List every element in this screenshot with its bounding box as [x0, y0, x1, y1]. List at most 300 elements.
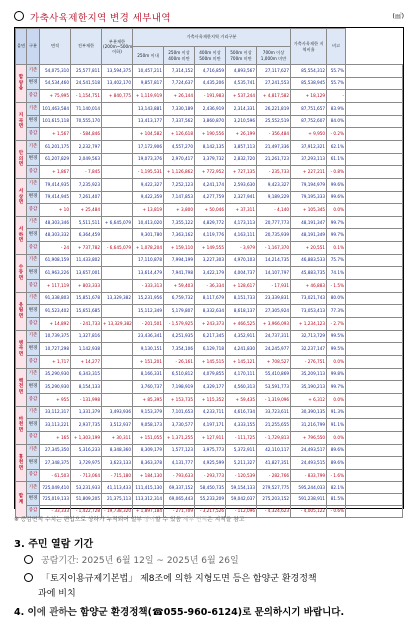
kind-cell: 증감 [27, 355, 40, 368]
value-cell: 4,119,776 [195, 229, 226, 242]
value-cell: 55,233,209 [195, 494, 226, 506]
value-cell: + 20,551 [291, 242, 327, 255]
table-row [16, 115, 403, 128]
table-row [16, 254, 403, 267]
value-cell: + 10 [40, 204, 71, 217]
value-cell: - 1,579,925 [164, 318, 195, 331]
value-cell: 91,523,402 [40, 305, 71, 318]
value-cell: 15,112,349 [133, 305, 164, 318]
kind-cell: 기존 [27, 178, 40, 191]
value-cell: - 33,333 [40, 505, 71, 517]
value-cell: + 1,717 [40, 355, 71, 368]
value-cell: 54,534,460 [40, 77, 71, 90]
value-cell: 5,211,327 [226, 457, 257, 470]
value-cell [102, 102, 133, 115]
value-cell: + 126,618 [164, 128, 195, 141]
value-cell: - 293,773 [195, 469, 226, 482]
value-cell: - 131,998 [71, 393, 102, 406]
value-cell: 3,512,937 [102, 419, 133, 432]
value-cell: 2,593,630 [226, 178, 257, 191]
region-cell: 안의면 [16, 140, 27, 178]
table-row [16, 204, 403, 217]
value-cell: 3,760,737 [133, 381, 164, 394]
value-cell: 7,235,923 [71, 178, 102, 191]
kind-cell: 기존 [27, 482, 40, 494]
note-cell [346, 419, 403, 432]
value-cell: + 772,952 [195, 166, 226, 179]
value-cell: + 1,897,184 [133, 505, 164, 517]
value-cell: 13,413,177 [133, 115, 164, 128]
value-cell [102, 128, 133, 141]
value-cell: 48,191,349 [291, 229, 327, 242]
value-cell: 24,737,311 [257, 330, 291, 343]
note-cell [346, 318, 403, 331]
value-cell: 4,716,859 [195, 65, 226, 78]
kind-cell: 기존 [27, 254, 40, 267]
value-cell: 6,510,812 [164, 368, 195, 381]
document-title-row [14, 10, 404, 24]
value-cell: 37,912,321 [291, 140, 327, 153]
table-row [16, 343, 403, 356]
value-cell [102, 153, 133, 166]
value-cell [102, 343, 133, 356]
value-cell: + 149,555 [195, 242, 226, 255]
value-cell: 3,975,773 [195, 444, 226, 457]
ratio-cell: - 0.6% [327, 505, 346, 517]
value-cell: 87,751,657 [291, 102, 327, 115]
value-cell: 4,241,830 [226, 343, 257, 356]
kind-cell: 변경 [27, 229, 40, 242]
value-cell: 53,591,773 [257, 381, 291, 394]
value-cell: 8,618,137 [226, 305, 257, 318]
footnote-blur-1: 상이 [143, 517, 155, 523]
region-cell: 병곡면 [16, 330, 27, 368]
value-cell: 54,075,310 [40, 65, 71, 78]
ratio-cell: 99.5% [327, 343, 346, 356]
kind-cell: 기존 [27, 406, 40, 419]
value-cell: + 13,329,382 [102, 318, 133, 331]
value-cell: 2,232,797 [71, 140, 102, 153]
value-cell: + 708,527 [257, 355, 291, 368]
kind-cell: 증감 [27, 469, 40, 482]
value-cell: 58,450,735 [195, 482, 226, 494]
value-cell: 31,216,799 [291, 419, 327, 432]
value-cell: 2,937,735 [71, 419, 102, 432]
value-cell: 7,198,919 [164, 381, 195, 394]
kind-cell: 기존 [27, 292, 40, 305]
ratio-cell: 0.0% [327, 431, 346, 444]
kind-cell: 기존 [27, 330, 40, 343]
value-cell: 7,147,853 [164, 191, 195, 204]
value-cell: + 9,950 [291, 128, 327, 141]
ratio-cell: 83.9% [327, 102, 346, 115]
region-cell: 서하면 [16, 216, 27, 254]
ratio-cell: - 0.2% [327, 128, 346, 141]
value-cell: - 201,501 [133, 318, 164, 331]
value-cell: + 727,135 [226, 166, 257, 179]
header-limit-all: 전부제한 [71, 29, 102, 65]
table-row [16, 216, 403, 229]
value-cell: - 235,733 [257, 166, 291, 179]
footnote-text: ※ 증감면적 수치는 편입으로 상하가 누적되어 일부 [14, 517, 144, 523]
value-cell: + 128,617 [226, 280, 257, 293]
header-note: 비고 [327, 29, 346, 65]
value-cell: - 833,799 [291, 469, 327, 482]
note-cell [346, 457, 403, 470]
value-cell: 4,004,737 [226, 267, 257, 280]
value-cell: 4,893,567 [226, 65, 257, 78]
bullet-period-text: 공람기간: 2025년 6월 12일 ~ 2025년 6월 26일 [41, 556, 239, 566]
ratio-cell: 77.3% [327, 305, 346, 318]
value-cell: 7,724,637 [164, 77, 195, 90]
table-row [16, 292, 403, 305]
value-cell: 91,338,803 [40, 292, 71, 305]
value-cell [102, 267, 133, 280]
kind-cell: 기존 [27, 65, 40, 78]
value-cell: 17,110,878 [133, 254, 164, 267]
value-cell [102, 393, 133, 406]
value-cell: - 1,422,728 [71, 505, 102, 517]
ratio-cell: 0.0% [327, 355, 346, 368]
value-cell: 4,329,177 [195, 381, 226, 394]
value-cell: + 59,435 [226, 393, 257, 406]
value-cell: 25,552,519 [257, 115, 291, 128]
ratio-cell: 61.1% [327, 153, 346, 166]
ratio-cell: 80.0% [327, 292, 346, 305]
value-cell: 35,209,113 [291, 368, 327, 381]
value-cell: 4,197,171 [195, 419, 226, 432]
value-cell: 9,153,379 [133, 406, 164, 419]
value-cell: 4,535,741 [226, 77, 257, 90]
note-cell [346, 102, 403, 115]
kind-cell: 증감 [27, 204, 40, 217]
section-3-title: 3. 주민 열람 기간 [14, 539, 94, 550]
value-cell: 14,107,797 [257, 267, 291, 280]
footnote-end: 은 지적을 참고 [207, 517, 245, 523]
value-cell: 19,073,376 [133, 153, 164, 166]
value-cell: + 37,311 [226, 204, 257, 217]
header-d250-400: 250m 이상 400m 미만 [164, 47, 195, 65]
value-cell: + 104,582 [133, 128, 164, 141]
value-cell: 3,210,596 [226, 115, 257, 128]
value-cell: 10,413,020 [133, 216, 164, 229]
table-row [16, 457, 403, 470]
note-cell [346, 242, 403, 255]
value-cell: + 6,645,079 [102, 216, 133, 229]
value-cell: + 59,403 [164, 280, 195, 293]
note-cell [346, 77, 403, 90]
value-cell: 4,163,111 [226, 229, 257, 242]
value-cell: 2,970,417 [164, 153, 195, 166]
value-cell: 59,042,037 [226, 494, 257, 506]
value-cell: 7,337,562 [164, 115, 195, 128]
value-cell: + 117,119 [40, 280, 71, 293]
value-cell: 2,832,720 [226, 153, 257, 166]
value-cell: 4,970,103 [226, 254, 257, 267]
kind-cell: 증감 [27, 166, 40, 179]
value-cell: 15,231,956 [133, 292, 164, 305]
value-cell: 13,657,001 [71, 267, 102, 280]
note-cell [346, 204, 403, 217]
value-cell: - 112,096 [226, 505, 257, 517]
value-cell: 7,101,653 [164, 406, 195, 419]
value-cell: 3,730,577 [164, 419, 195, 432]
value-cell: 24,541,518 [71, 77, 102, 90]
value-cell: 4,251,935 [164, 330, 195, 343]
value-cell: + 803,333 [71, 280, 102, 293]
kind-cell: 기존 [27, 368, 40, 381]
value-cell: 7,355,122 [164, 216, 195, 229]
section-4-part-d: (☎055-960-6124)로 문의하시기 바랍니다. [147, 607, 345, 618]
value-cell: + 466,525 [226, 318, 257, 331]
value-cell: + 145,515 [195, 355, 226, 368]
value-cell: 3,729,975 [71, 457, 102, 470]
value-cell: 7,941,798 [164, 267, 195, 280]
kind-cell: 증감 [27, 431, 40, 444]
value-cell: + 165 [40, 431, 71, 444]
value-cell: 8,348,360 [102, 444, 133, 457]
note-cell [346, 393, 403, 406]
value-cell [102, 204, 133, 217]
note-cell [346, 355, 403, 368]
value-cell: 33,113,221 [40, 419, 71, 432]
table-row [16, 482, 403, 494]
value-cell [102, 305, 133, 318]
value-cell: 4,173,113 [226, 216, 257, 229]
bullet-law-text: 「토지이용규제기본법」 제8조에 의한 지형도면 등은 함양군 환경정책 [41, 574, 317, 584]
region-cell: 백전면 [16, 368, 27, 406]
value-cell: - 276,751 [291, 355, 327, 368]
value-cell: 42,110,117 [257, 444, 291, 457]
value-cell: 8,142,135 [195, 140, 226, 153]
value-cell [102, 355, 133, 368]
note-cell [346, 254, 403, 267]
value-cell: 6,759,732 [164, 292, 195, 305]
value-cell: 61,201,175 [40, 140, 71, 153]
kind-cell: 변경 [27, 457, 40, 470]
value-cell: 61,207,829 [40, 153, 71, 166]
note-cell [346, 65, 403, 78]
value-cell: - 1,319,096 [257, 393, 291, 406]
value-cell: 113,312,314 [133, 494, 164, 506]
value-cell: + 243,373 [195, 318, 226, 331]
note-cell [346, 292, 403, 305]
ratio-cell: - 2.7% [327, 318, 346, 331]
kind-cell: 변경 [27, 419, 40, 432]
value-cell: - 6,645,079 [102, 242, 133, 255]
value-cell: 9,130,151 [133, 343, 164, 356]
table-row [16, 355, 403, 368]
value-cell: 7,354,106 [164, 343, 195, 356]
value-cell: 5,372,911 [226, 444, 257, 457]
value-cell: 4,560,313 [226, 381, 257, 394]
value-cell: 45,883,735 [291, 267, 327, 280]
header-d700-1000: 700m 이상 1,000m 미만 [257, 47, 291, 65]
value-cell: + 1,371,255 [164, 431, 195, 444]
value-cell: 8,332,634 [195, 305, 226, 318]
bullet-law-continued: 과에 비치 [38, 589, 76, 599]
ratio-cell: 82.1% [327, 482, 346, 494]
kind-cell: 변경 [27, 267, 40, 280]
ratio-cell: 55.7% [327, 77, 346, 90]
value-cell: 7,330,189 [164, 102, 195, 115]
value-cell [102, 330, 133, 343]
value-cell: 7,252,123 [164, 178, 195, 191]
value-cell: 73,021,743 [291, 292, 327, 305]
ratio-cell: - 1.6% [327, 469, 346, 482]
value-cell: 79,194,979 [291, 178, 327, 191]
value-cell: + 151,201 [133, 355, 164, 368]
value-cell: 7,363,162 [164, 229, 195, 242]
region-cell: 지곡면 [16, 102, 27, 140]
ratio-cell: 0.0% [327, 393, 346, 406]
value-cell: 10,739,375 [40, 330, 71, 343]
value-cell: 13,402,170 [102, 77, 133, 90]
value-cell: 1,577,123 [164, 444, 195, 457]
ratio-cell: 99.6% [327, 178, 346, 191]
table-row [16, 65, 403, 78]
ratio-cell: 99.7% [327, 216, 346, 229]
value-cell: - 1,729,813 [257, 431, 291, 444]
value-cell: + 3,800 [164, 204, 195, 217]
ratio-cell: - 0.8% [327, 166, 346, 179]
kind-cell: 증감 [27, 393, 40, 406]
value-cell: 87,752,607 [291, 115, 327, 128]
value-cell [102, 368, 133, 381]
value-cell: 2,436,919 [195, 102, 226, 115]
value-cell: - 36,334 [195, 280, 226, 293]
kind-cell: 증감 [27, 128, 40, 141]
value-cell: 9,422,359 [133, 191, 164, 204]
value-cell: - 120,539 [226, 469, 257, 482]
header-ratio: 가축사육제한 지역비율 [291, 29, 327, 65]
value-cell: 8,309,179 [133, 444, 164, 457]
value-cell: 13,329,382 [102, 292, 133, 305]
value-cell [102, 178, 133, 191]
value-cell: + 85,395 [133, 393, 164, 406]
table-row [16, 393, 403, 406]
table-row [16, 229, 403, 242]
value-cell: 10,727,298 [40, 343, 71, 356]
region-cell: 서상면 [16, 178, 27, 216]
value-cell: + 46,883 [291, 280, 327, 293]
value-cell: 4,277,759 [195, 191, 226, 204]
note-cell [346, 330, 403, 343]
value-cell: + 537,244 [226, 90, 257, 103]
value-cell: 69,065,443 [164, 494, 195, 506]
value-cell [102, 280, 133, 293]
table-row [16, 305, 403, 318]
value-cell: 32,713,729 [291, 330, 327, 343]
value-cell: 51,809,205 [71, 494, 102, 506]
value-cell: + 1,303,199 [71, 431, 102, 444]
value-cell: 1,142,938 [71, 343, 102, 356]
value-cell: 79,414,945 [40, 191, 71, 204]
ratio-cell: 99.6% [327, 191, 346, 204]
note-cell [346, 128, 403, 141]
note-cell [346, 494, 403, 506]
ratio-cell: 99.7% [327, 381, 346, 394]
value-cell [102, 191, 133, 204]
value-cell: + 1,567 [40, 128, 71, 141]
header-limit-part: 부분제한(200m~500m이하) [102, 29, 133, 65]
note-cell [346, 444, 403, 457]
table-row [16, 419, 403, 432]
value-cell: 8,151,733 [226, 292, 257, 305]
value-cell: 1,327,816 [71, 330, 102, 343]
table-row [16, 330, 403, 343]
value-cell: 3,623,133 [102, 457, 133, 470]
value-cell [102, 229, 133, 242]
value-cell: + 75,995 [40, 90, 71, 103]
value-cell: + 151,055 [133, 431, 164, 444]
section-4-part-c: 는 함양군 환경정책 [67, 607, 148, 618]
value-cell: 7,314,152 [164, 65, 195, 78]
circle-bullet-icon [24, 555, 33, 564]
circle-bullet-icon [24, 573, 33, 582]
value-cell: 21,255,655 [257, 419, 291, 432]
value-cell: 101,615,118 [40, 115, 71, 128]
table-row [16, 318, 403, 331]
value-cell: 275,203,152 [257, 494, 291, 506]
value-cell: 15,651,685 [71, 305, 102, 318]
value-cell: 4,131,777 [164, 457, 195, 470]
kind-cell: 기존 [27, 102, 40, 115]
value-cell: + 13,819 [133, 204, 164, 217]
value-cell: - 356,484 [257, 128, 291, 141]
value-cell: 5,316,233 [71, 444, 102, 457]
value-cell: - 61,503 [40, 469, 71, 482]
table-row [16, 444, 403, 457]
table-row [16, 128, 403, 141]
value-cell: - 241,733 [71, 318, 102, 331]
value-cell: 8,154,133 [71, 381, 102, 394]
value-cell: + 227,211 [291, 166, 327, 179]
value-cell: 73,053,413 [291, 305, 327, 318]
value-cell: 725,019,133 [40, 494, 71, 506]
value-cell: - 333,313 [133, 280, 164, 293]
value-cell: 5,179,807 [164, 305, 195, 318]
value-cell: 2,327,941 [226, 191, 257, 204]
table-footnote [14, 514, 404, 523]
value-cell: 20,735,939 [257, 229, 291, 242]
value-cell: 53,231,933 [71, 482, 102, 494]
value-cell: 35,290,930 [40, 381, 71, 394]
value-cell: + 159,110 [164, 242, 195, 255]
value-cell: + 25,484 [71, 204, 102, 217]
value-cell: 8,117,679 [195, 292, 226, 305]
value-cell: 3,857,113 [226, 140, 257, 153]
value-cell: 24,245,977 [257, 343, 291, 356]
ratio-cell: 0.0% [327, 204, 346, 217]
ratio-cell: 91.1% [327, 419, 346, 432]
bullet-circle-icon [14, 11, 24, 21]
value-cell: 23,436,341 [133, 330, 164, 343]
value-cell: 4,925,599 [195, 457, 226, 470]
value-cell: + 50,046 [195, 204, 226, 217]
value-cell: - 584,846 [71, 128, 102, 141]
note-cell [346, 216, 403, 229]
kind-cell: 기존 [27, 140, 40, 153]
value-cell: 6,217,345 [195, 330, 226, 343]
kind-cell: 변경 [27, 153, 40, 166]
value-cell: - 4,324,623 [257, 505, 291, 517]
value-cell: 27,241,553 [257, 77, 291, 90]
value-cell: 21,497,336 [257, 140, 291, 153]
footnote-mid: 할 수 있음 [154, 517, 183, 523]
value-cell: + 153,735 [164, 393, 195, 406]
ratio-cell: 89.6% [327, 457, 346, 470]
